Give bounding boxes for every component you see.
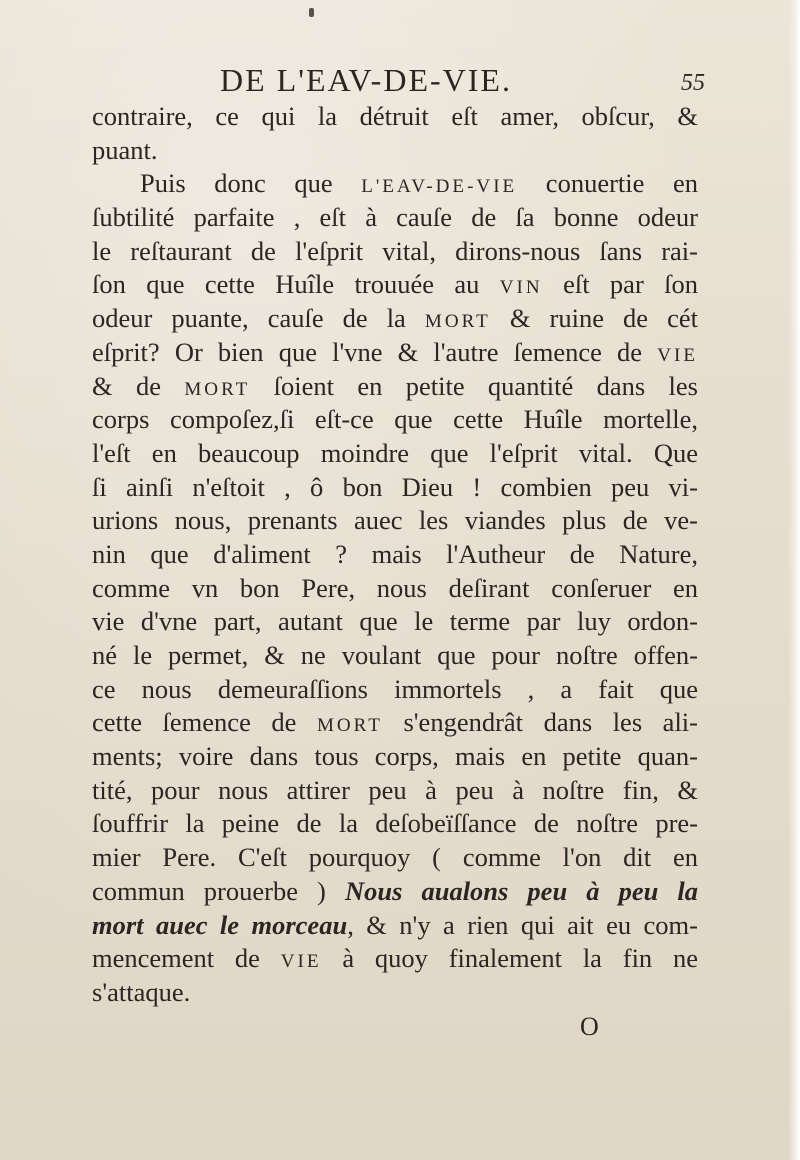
page-edge	[788, 0, 800, 1160]
italic-proverb: Nous aualons peu à peu la	[344, 875, 698, 906]
small-caps-word: VIE	[280, 951, 322, 973]
small-caps-word: MORT	[316, 715, 383, 737]
text-line	[92, 268, 698, 302]
running-head: DE L'EAV-DE-VIE.	[220, 62, 512, 98]
text-span: & ruine de cét	[490, 303, 698, 334]
text-line: ments; voire dans tous corps, mais en petite quan-	[92, 741, 698, 772]
text-line: ſubtilité parfaite , eſt à cauſe de ſa bonne odeur	[92, 202, 698, 233]
text-span: eſprit? Or bien que l'vne & l'autre ſemence de	[92, 336, 658, 367]
page-header	[90, 62, 705, 102]
small-caps-word: L'EAV-DE-VIE	[361, 176, 518, 198]
text-line: contraire, ce qui la détruit eſt amer, obſcur, &	[92, 101, 698, 131]
text-line	[92, 875, 698, 909]
text-line: vie d'vne part, autant que le terme par luy ordon-	[92, 606, 698, 637]
text-span: & de	[92, 370, 185, 401]
text-line	[92, 706, 698, 740]
small-caps-word: MORT	[184, 378, 251, 400]
text-line	[92, 942, 698, 976]
body-text	[92, 100, 698, 1010]
small-caps-word: VIE	[657, 344, 698, 366]
text-span: mencement de	[92, 943, 281, 974]
text-span: commun prouerbe )	[92, 875, 345, 906]
text-line: comme vn bon Pere, nous deſirant conſeruer en	[92, 572, 698, 603]
text-line	[92, 909, 698, 943]
text-line: corps compoſez,ſi eſt-ce que cette Huîle mortelle,	[92, 404, 698, 435]
text-span: ſoient en petite quantité dans les	[250, 370, 698, 401]
text-line: puant.	[92, 134, 158, 165]
text-line: tité, pour nous attirer peu à peu à noſtre fin, &	[92, 774, 698, 805]
text-span: , & n'y a rien qui ait eu com-	[347, 909, 698, 940]
text-line: urions nous, prenants auec les viandes plus de ve-	[92, 505, 698, 536]
text-line: ce nous demeuraſſions immortels , a fait que	[92, 673, 698, 704]
text-line: mier Pere. C'eſt pourquoy ( comme l'on dit en	[92, 842, 698, 873]
text-line: né le permet, & ne voulant que pour noſtre offen-	[92, 640, 698, 670]
text-span: s'engendrât dans les ali-	[382, 707, 698, 738]
text-line: ſouffrir la peine de la deſobeïſſance de noſtre pre-	[92, 808, 698, 839]
ink-mark	[309, 8, 314, 17]
text-span: conuertie en	[517, 168, 698, 199]
text-span: ſon que cette Huîle trouuée au	[92, 269, 500, 300]
signature-mark: O	[580, 1012, 599, 1041]
text-line	[92, 370, 698, 404]
small-caps-word: MORT	[424, 311, 491, 333]
text-line: s'attaque.	[92, 976, 191, 1007]
italic-proverb: mort auec le morceau	[92, 909, 348, 940]
text-line: le reſtaurant de l'eſprit vital, dirons-nous ſans rai-	[92, 235, 698, 266]
text-span: eſt par ſon	[542, 269, 699, 300]
text-line: ſi ainſi n'eſtoit , ô bon Dieu ! combien peu vi-	[92, 471, 698, 502]
text-line	[92, 336, 698, 370]
text-line: l'eſt en beaucoup moindre que l'eſprit vital. Que	[92, 437, 698, 468]
text-span: odeur puante, cauſe de la	[92, 303, 425, 334]
text-span: cette ſemence de	[92, 707, 317, 738]
text-span: Puis donc que	[140, 168, 362, 199]
text-line	[92, 167, 698, 201]
text-span: à quoy finalement la fin ne	[321, 943, 698, 974]
text-line	[92, 302, 698, 336]
text-line: nin que d'aliment ? mais l'Autheur de Nature,	[92, 538, 698, 569]
page-number: 55	[681, 70, 705, 96]
small-caps-word: VIN	[499, 277, 543, 299]
